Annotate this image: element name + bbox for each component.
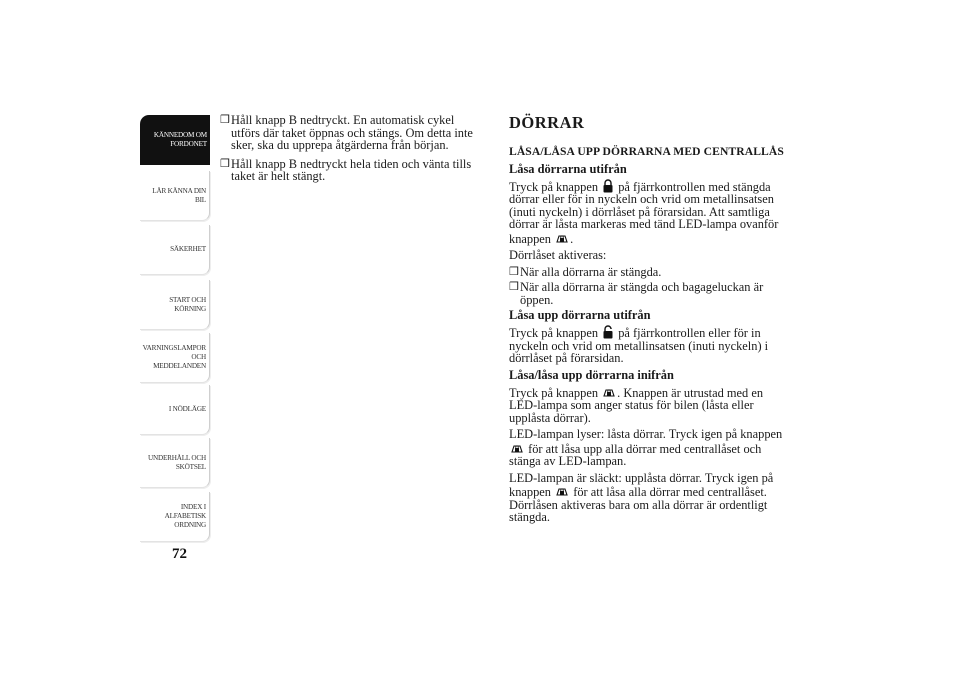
padlock-open-icon bbox=[602, 325, 614, 339]
list-item: ❒ Håll knapp B nedtryckt. En automatisk cykel utförs där taket öppnas och stängs. Om detta inte sker, ska du upprepa åtgärderna från början. bbox=[220, 113, 473, 152]
paragraph-inside-2: LED-lampan lyser: låsta dörrar. Tryck igen på knappen för att låsa upp alla dörrar med centrallåset och stänga av LED-lampan. bbox=[509, 427, 783, 468]
tab-sakerhet[interactable]: SÄKERHET bbox=[140, 225, 210, 275]
list-item: ❒ När alla dörrarna är stängda och bagageluckan är öppen. bbox=[509, 280, 764, 307]
central-lock-button-icon bbox=[602, 385, 616, 399]
list-item: ❒ Håll knapp B nedtryckt hela tiden och vänta tills taket är helt stängt. bbox=[220, 156, 472, 183]
paragraph-inside-3: LED-lampan är släckt: upplåsta dörrar. Tryck igen på knappen för att låsa alla dörrar med centrallåset. Dörrlåsen aktiveras bara om alla dörrar är ordentligt stängda. bbox=[509, 470, 774, 524]
heading-unlock-outside: Låsa upp dörrarna utifrån bbox=[509, 308, 651, 322]
central-lock-button-icon bbox=[555, 231, 569, 245]
tab-kannedom-om-fordonet[interactable]: KÄNNEDOM OM FORDONET bbox=[140, 115, 210, 165]
paragraph-inside-1: Tryck på knappen . Knappen är utrustad med en LED-lampa som anger status för bilen (låsta eller upplåsta dörrar). bbox=[509, 385, 764, 425]
central-lock-button-icon bbox=[555, 484, 569, 498]
checkbox-bullet-icon: ❒ bbox=[509, 265, 519, 278]
paragraph-unlock-outside: Tryck på knappen på fjärrkontrollen eller för in nyckeln och vrid om metallinsatsen (inuti nyckeln) i dörrlåset på förarsidan. bbox=[509, 326, 769, 365]
section-title: DÖRRAR bbox=[509, 113, 585, 132]
list-item: ❒ När alla dörrarna är stängda. bbox=[509, 264, 662, 279]
paragraph-lock-outside: Tryck på knappen på fjärrkontrollen med stängda dörrar eller för in nyckeln och vrid om metallinsatsen (inuti nyckeln) i dörrlåset på förarsidan. Att samtliga dörrar är låsta markeras med tänd LED-lampa ovanför knappen . bbox=[509, 179, 779, 246]
central-lock-button-icon bbox=[510, 441, 524, 455]
checkbox-bullet-icon: ❒ bbox=[220, 157, 230, 170]
heading-inside: Låsa/låsa upp dörrarna inifrån bbox=[509, 367, 674, 382]
tab-index-i-alfabetisk-ordning[interactable]: INDEX I ALFABETISK ORDNING bbox=[140, 492, 210, 542]
subsection-title: LÅSA/LÅSA UPP DÖRRARNA MED CENTRALLÅS bbox=[509, 145, 784, 158]
tab-varningslampor-och-meddelanden[interactable]: VARNINGSLAMPOR OCH MEDDELANDEN bbox=[140, 333, 210, 383]
right-column bbox=[509, 114, 789, 528]
padlock-closed-icon bbox=[602, 179, 614, 193]
tab-start-och-korning[interactable]: START OCH KÖRNING bbox=[140, 280, 210, 330]
checkbox-bullet-icon: ❒ bbox=[220, 114, 230, 126]
page-number: 72 bbox=[172, 546, 187, 562]
lock-activated-text: Dörrlåset aktiveras: bbox=[509, 248, 607, 262]
heading-lock-outside: Låsa dörrarna utifrån bbox=[509, 161, 627, 176]
tab-i-nodlage[interactable]: I NÖDLÄGE bbox=[140, 385, 210, 435]
left-column bbox=[220, 114, 485, 189]
tab-underhall-och-skotsel[interactable]: UNDERHÅLL OCH SKÖTSEL bbox=[140, 438, 210, 488]
tab-lar-kanna-din-bil[interactable]: LÄR KÄNNA DIN BIL bbox=[140, 171, 210, 221]
checkbox-bullet-icon: ❒ bbox=[509, 281, 519, 293]
